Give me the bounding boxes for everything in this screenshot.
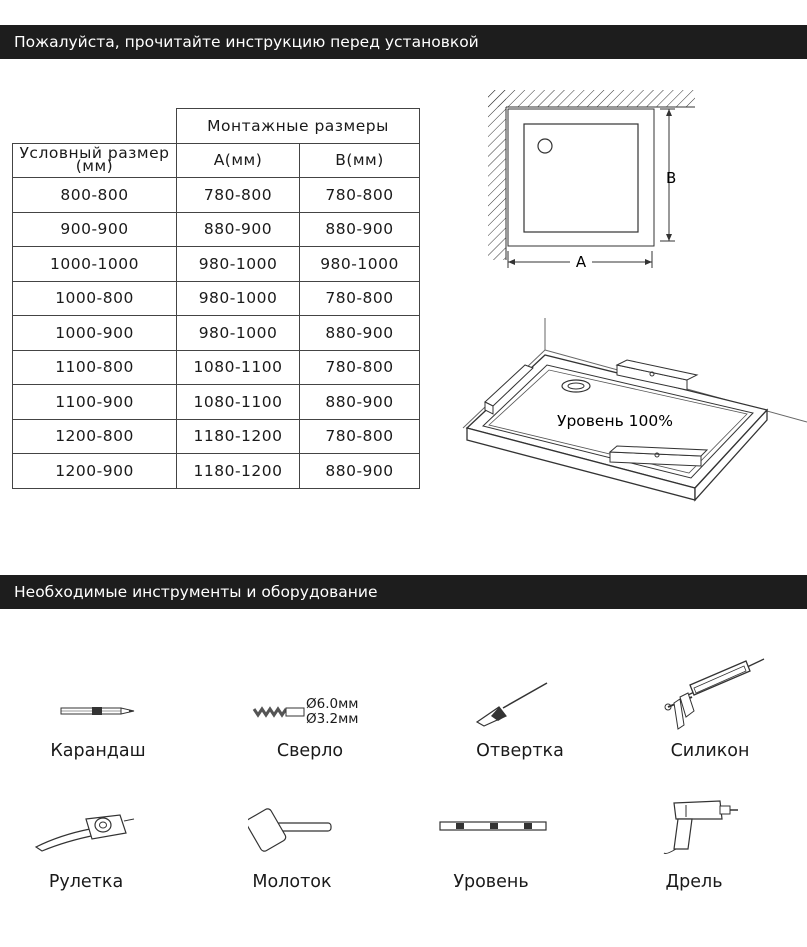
tape-measure-icon [30,807,140,855]
dim-a-cell: 980-1000 [177,247,300,282]
tray-plan-diagram [480,85,695,280]
dim-b-cell: 780-800 [300,419,420,454]
dim-a-cell: 980-1000 [177,316,300,351]
table-row [13,419,420,454]
table-row [13,316,420,351]
tool-label-drill-bit: Сверло [276,741,344,761]
tool-label-drill: Дрель [665,872,723,892]
tool-label-pencil: Карандаш [50,741,146,761]
tool-label-screwdriver: Отвертка [476,741,564,761]
dim-a-cell: 1180-1200 [177,454,300,489]
table-row [13,178,420,213]
dim-b-cell: 880-900 [300,316,420,351]
section-header-tools: Необходимые инструменты и оборудование [0,575,807,609]
dimensions-table [12,108,420,489]
column-b-header: B(мм) [300,143,420,178]
nominal-size-cell: 1200-900 [13,454,177,489]
tool-label-hammer: Молоток [252,872,332,892]
dim-a-label: A [575,253,587,271]
column-a-header: A(мм) [177,143,300,178]
dim-b-cell: 880-900 [300,212,420,247]
table-row [13,247,420,282]
drill-size-6: Ø6.0мм [306,696,359,712]
table-row [13,281,420,316]
nominal-size-header: Условный размер (мм) [13,143,177,178]
mounting-dimensions-header: Монтажные размеры [177,109,420,144]
pencil-icon [58,703,138,719]
dim-a-cell: 880-900 [177,212,300,247]
dim-a-cell: 1080-1100 [177,350,300,385]
level-100-label: Уровень 100% [557,412,673,430]
dim-b-cell: 780-800 [300,350,420,385]
table-row [13,385,420,420]
nominal-size-cell: 1000-900 [13,316,177,351]
dim-b-label: B [666,169,677,187]
nominal-size-cell: 1000-800 [13,281,177,316]
dim-a-cell: 1180-1200 [177,419,300,454]
silicone-gun-icon [660,655,770,733]
drill-size-3: Ø3.2мм [306,711,359,727]
table-row [13,212,420,247]
tool-label-silicone: Силикон [670,741,750,761]
dim-b-cell: 980-1000 [300,247,420,282]
dim-b-cell: 880-900 [300,454,420,489]
drill-bit-icon [250,704,308,720]
section-header-instructions: Пожалуйста, прочитайте инструкцию перед установкой [0,25,807,59]
nominal-size-cell: 1100-900 [13,385,177,420]
nominal-size-cell: 1100-800 [13,350,177,385]
hammer-icon [248,806,334,856]
nominal-size-cell: 1000-1000 [13,247,177,282]
power-drill-icon [660,797,740,857]
dim-b-cell: 780-800 [300,281,420,316]
table-row [13,350,420,385]
dim-b-cell: 780-800 [300,178,420,213]
table-column-header-row [13,143,420,178]
dim-a-cell: 780-800 [177,178,300,213]
nominal-size-cell: 800-800 [13,178,177,213]
tray-level-diagram [455,310,807,510]
tool-label-level: Уровень [453,872,529,892]
table-row [13,454,420,489]
table-group-header-row [13,109,420,144]
screwdriver-icon [473,680,553,728]
dim-a-cell: 1080-1100 [177,385,300,420]
dim-a-cell: 980-1000 [177,281,300,316]
nominal-size-cell: 1200-800 [13,419,177,454]
spirit-level-icon [438,818,548,834]
dim-b-cell: 880-900 [300,385,420,420]
tool-label-tape: Рулетка [48,872,124,892]
nominal-size-cell: 900-900 [13,212,177,247]
